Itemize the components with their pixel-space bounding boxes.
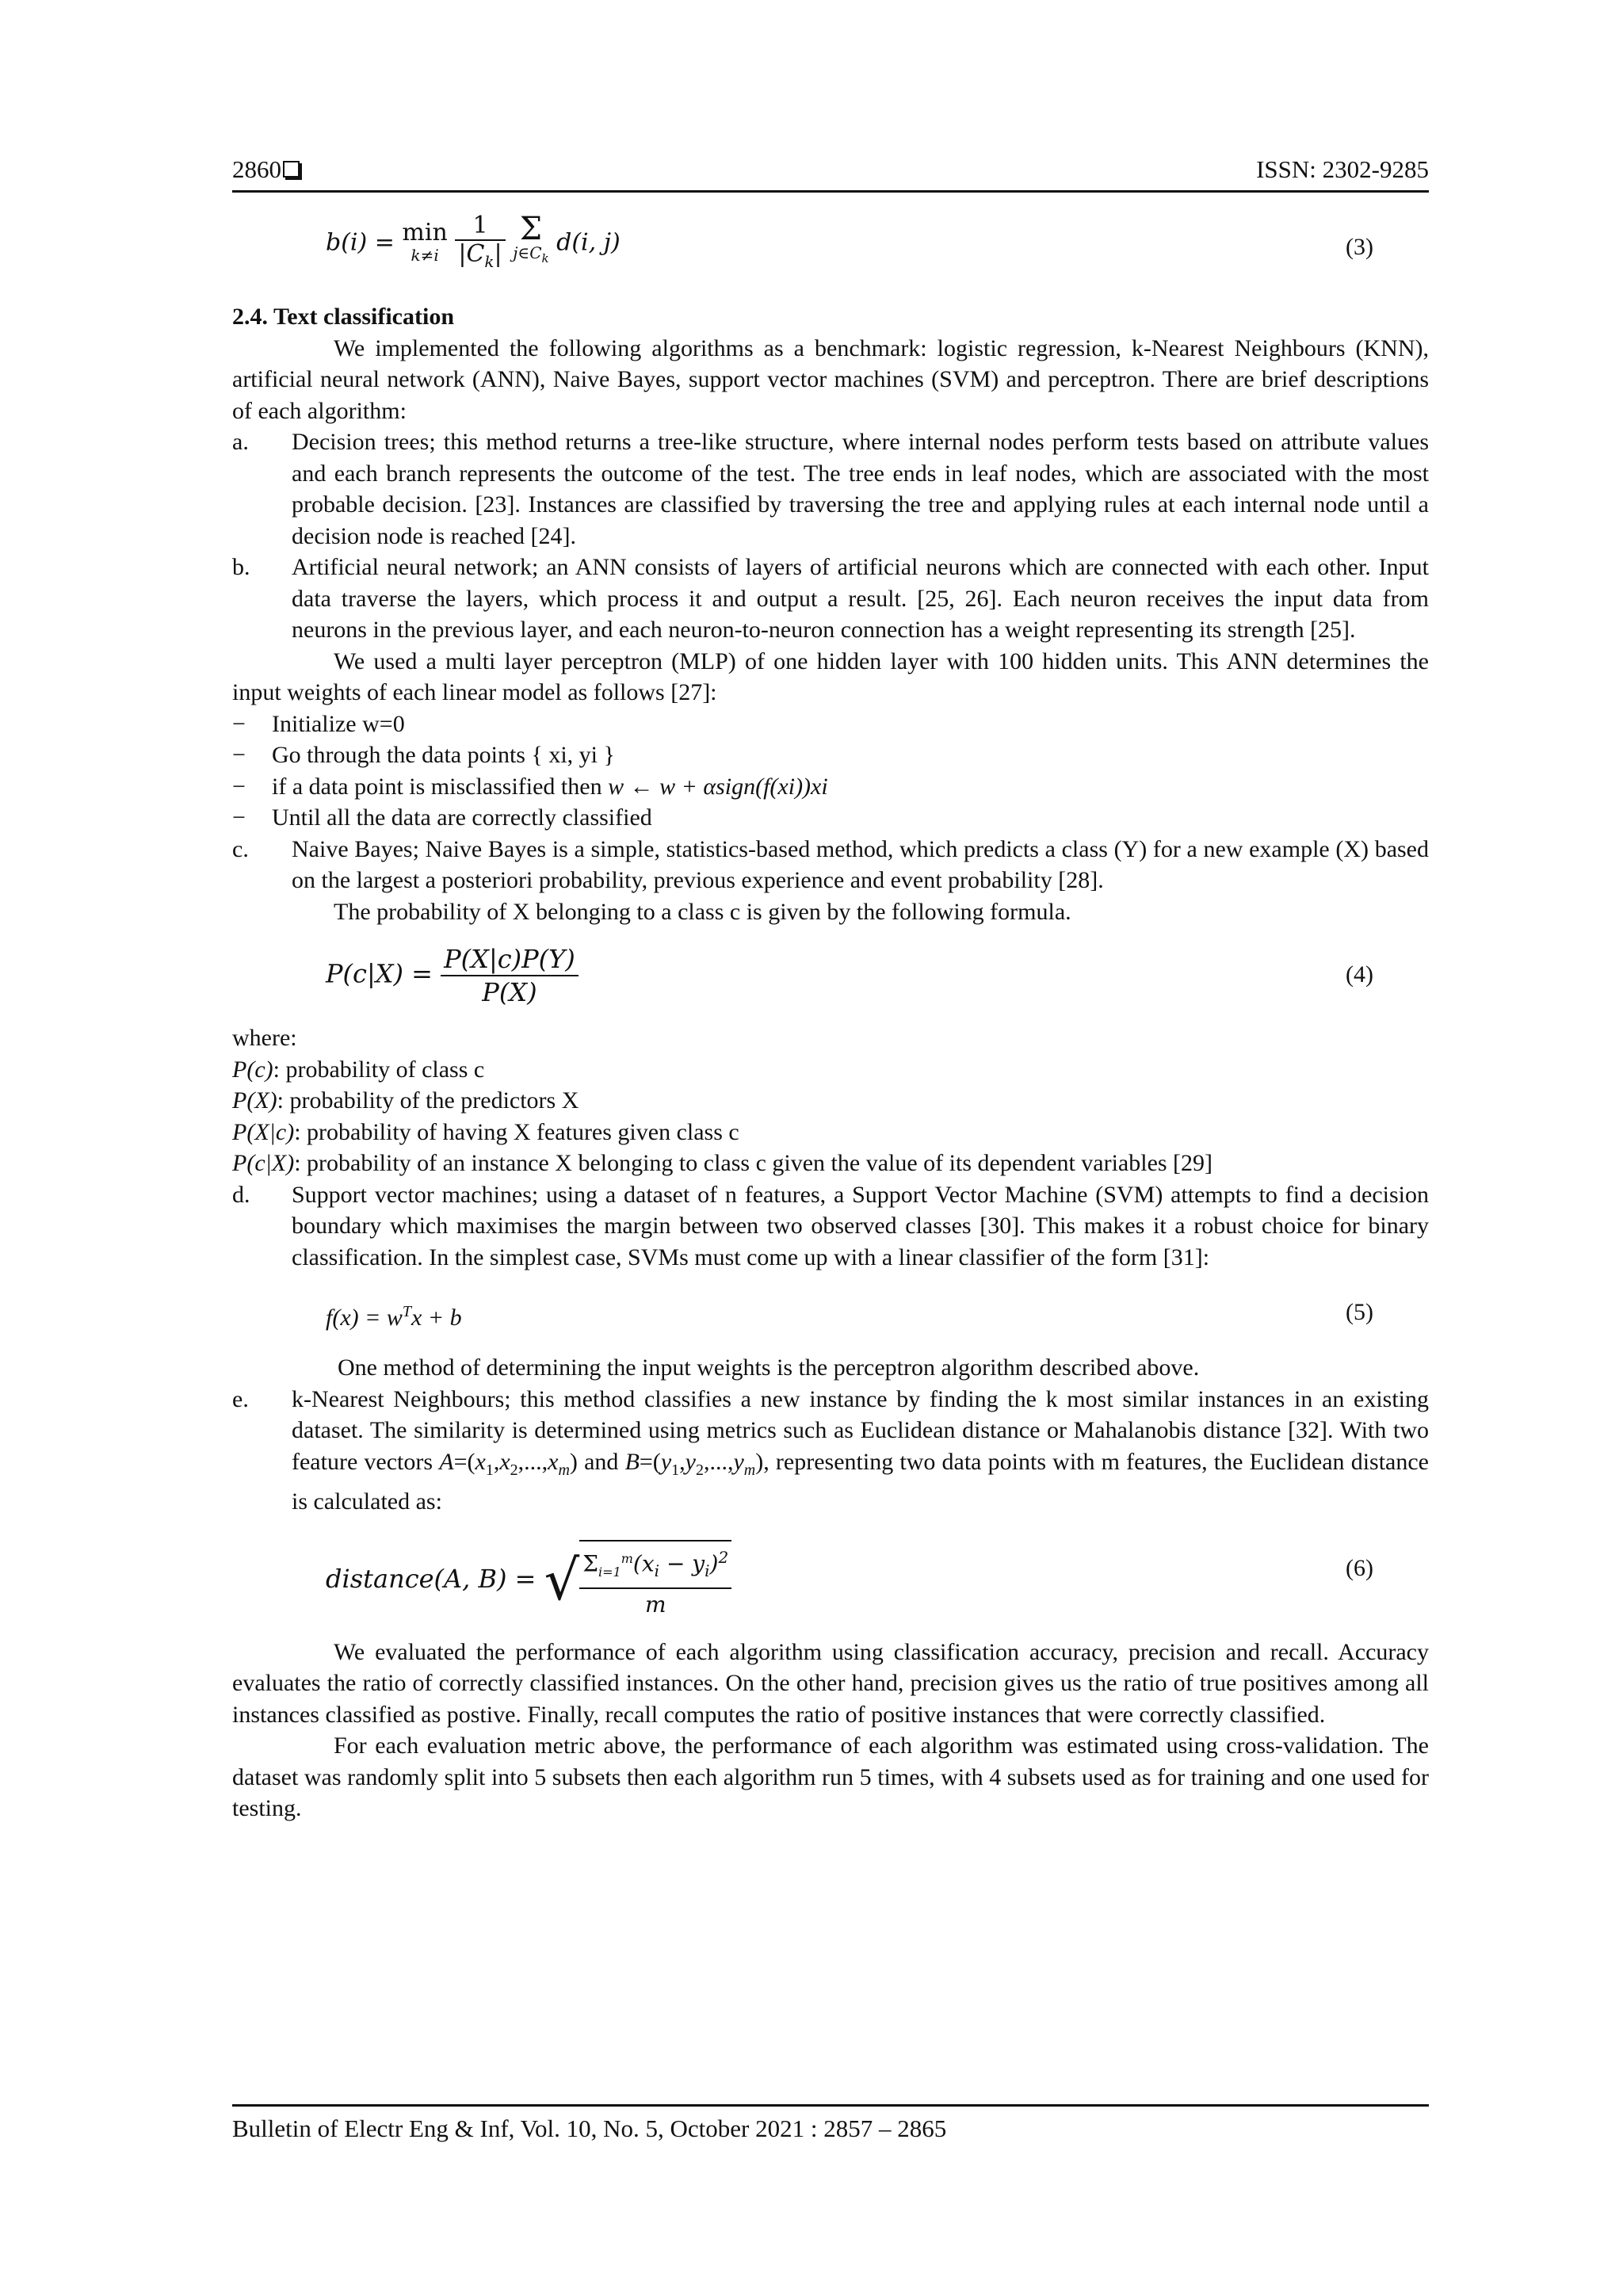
list-item-e [232, 1384, 1429, 1518]
square-icon [283, 161, 300, 178]
definition-line: P(X|c): probability of having X features given class c [232, 1118, 739, 1145]
update-rule: w ← w + αsign(f(xi))xi [608, 773, 828, 800]
equation-3 [232, 211, 1429, 287]
equation-6-number: (6) [1346, 1554, 1373, 1581]
page-number: 2860 [232, 155, 300, 184]
list-item-b [232, 552, 1429, 646]
list-text: Artificial neural network; an ANN consists of layers of artificial neurons which are connected with each other. Input data traverse the layers, which process it and output a result. [25, 26]. Each neuron receives the input data from neurons in the previous layer, and each neuron-to-neuron connection has a weight representing its strength [25]. [292, 554, 1429, 643]
evaluation-paragraph: We evaluated the performance of each algorithm using classification accuracy, precision and recall. Accuracy evaluates the ratio of correctly classified instances. On the other hand, precision gives us the ratio of true positives among all instances classified as postive. Finally, recall computes the ratio of positive instances that were correctly classified. [232, 1638, 1429, 1728]
equation-5-formula: $f(x) = w^Tx + b$ [326, 1303, 462, 1331]
dash-item: − Until all the data are correctly classified [232, 804, 652, 831]
section-heading: 2.4. Text classification [232, 304, 455, 330]
list-text: Support vector machines; using a dataset of n features, a Support Vector Machine (SVM) attempts to find a decision boundary which maximises the margin between two observed classes [30]. This makes it a robust choice for binary classification. In the simplest case, SVMs must come up with a linear classifier of the form [31]: [292, 1181, 1429, 1270]
list-text: Decision trees; this method returns a tree-like structure, where internal nodes perform tests based on attribute values and each branch represents the outcome of the test. The tree ends in leaf nodes, which are associated with the most probable decision. [23]. Instances are classified by traversing the tree and applying rules at each internal node until a decision node is reached [24]. [292, 429, 1429, 549]
equation-4-number: (4) [1346, 961, 1373, 988]
list-item-d [232, 1179, 1429, 1274]
section-intro: We implemented the following algorithms as a benchmark: logistic regression, k-Nearest Neighbours (KNN), artificial neural network (ANN), Naive Bayes, support vector machines (SVM) and perceptron. There are brief descriptions of each algorithm: [232, 334, 1429, 424]
equation-4 [232, 927, 1429, 1022]
issn: ISSN: 2302-9285 [1256, 155, 1429, 183]
journal-citation: Bulletin of Electr Eng & Inf, Vol. 10, No. 5, October 2021 : 2857 – 2865 [232, 2115, 947, 2142]
list-label: d. [232, 1181, 250, 1208]
where-label: where: [232, 1025, 297, 1051]
dash-item: − Initialize w=0 [232, 710, 405, 737]
equation-5-number: (5) [1346, 1299, 1373, 1325]
equation-4-formula: P(c|X) = $\frac{P(X|c)P(Y)}{P(X)}$ [326, 943, 579, 1008]
definition-line: P(c): probability of class c [232, 1056, 485, 1083]
running-header [232, 155, 1429, 193]
body-text [232, 211, 1429, 1824]
list-label: c. [232, 835, 249, 862]
prob-intro: The probability of X belonging to a class c is given by the following formula. [334, 898, 1071, 925]
list-text: k-Nearest Neighbours; this method classifies a new instance by finding the k most similar instances in an existing dataset. The similarity is determined using metrics such as Euclidean distance or Mahalanobis distance [32]. With two feature vectors $A=(x_1,x_2,...,x_m)$ and $B=(y_1,y_2,...,y_m)$, representing two data points with m features, the Euclidean distance is calculated as: [292, 1385, 1429, 1515]
running-footer [232, 2104, 1429, 2143]
mlp-paragraph: We used a multi layer perceptron (MLP) of one hidden layer with 100 hidden units. This ANN determines the input weights of each linear model as follows [27]: [232, 648, 1429, 705]
list-label: e. [232, 1385, 249, 1412]
list-item-a [232, 426, 1429, 552]
list-label: b. [232, 554, 250, 580]
equation-6-formula: distance(A, B) = √ $\frac{\Sigma_{i=1}^m(x_i - y_i)^2}{m}$ [326, 1540, 731, 1622]
dash-item: − Go through the data points { xi, yi } [232, 742, 615, 768]
definition-line: P(X): probability of the predictors X [232, 1087, 579, 1114]
equation-5 [232, 1273, 1429, 1352]
perceptron-note: One method of determining the input weights is the perceptron algorithm described above. [338, 1354, 1200, 1381]
list-text: Naive Bayes; Naive Bayes is a simple, statistics-based method, which predicts a class (Y) for a new example (X) based on the largest a posteriori probability, previous experience and event probability [28]. [292, 835, 1429, 893]
equation-6 [232, 1518, 1429, 1637]
cross-validation-paragraph: For each evaluation metric above, the performance of each algorithm was estimated using cross-validation. The dataset was randomly split into 5 subsets then each algorithm run 5 times, with 4 subsets used as for training and one used for testing. [232, 1733, 1429, 1821]
list-label: a. [232, 429, 249, 455]
definition-line: P(c|X): probability of an instance X belonging to class c given the value of its dependent variables [29] [232, 1150, 1213, 1176]
dash-item: − if a data point is misclassified then w ← w + αsign(f(xi))xi [232, 773, 828, 800]
equation-3-formula: b(i) = min k≠i $\frac{1}{|C_k|}$ Σ $j\in C_k$ d(i, j) [326, 211, 621, 271]
equation-3-number: (3) [1346, 234, 1373, 260]
list-item-c [232, 834, 1429, 896]
